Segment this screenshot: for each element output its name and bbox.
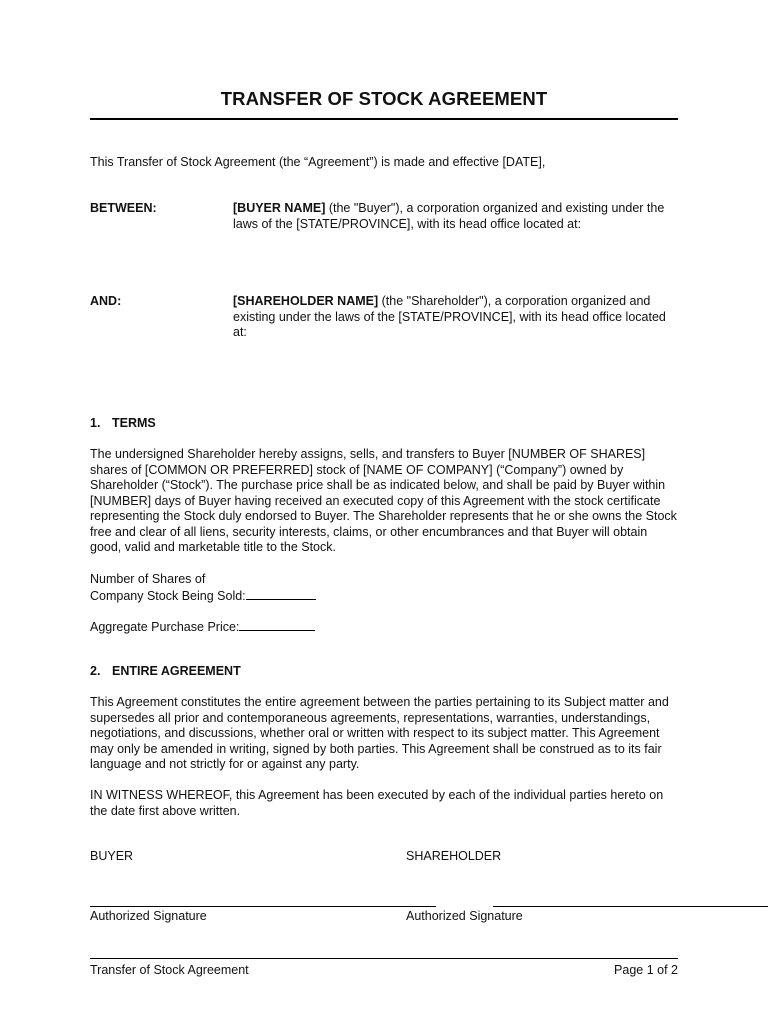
title-underline [90,118,678,120]
buyer-signature-line [90,906,436,907]
price-field [90,618,315,636]
buyer-authorized-signature: Authorized Signature [90,909,207,923]
buyer-description: (the "Buyer"), a corporation organized and existing under the laws of the [STATE/PROVINCE], with its head office located at: [233,201,665,231]
between-label: BETWEEN: [90,201,157,215]
price-blank-line [239,618,315,631]
footer-page-number: Page 1 of 2 [614,963,678,977]
shareholder-name: [SHAREHOLDER NAME] [233,294,379,308]
buyer-party-text [233,201,678,232]
footer-rule [90,958,678,959]
section-1-heading [90,416,156,432]
shares-field [90,587,316,605]
section-2-title: ENTIRE AGREEMENT [112,664,241,678]
intro-paragraph: This Transfer of Stock Agreement (the “Agreement”) is made and effective [DATE], [90,155,546,169]
and-label: AND: [90,294,122,308]
section-2-number: 2. [90,664,101,678]
section-2-heading [90,664,241,680]
witness-paragraph: IN WITNESS WHEREOF, this Agreement has been executed by each of the individual parties hereto on the date first above written. [90,788,664,818]
footer-document-name: Transfer of Stock Agreement [90,963,249,977]
buyer-name: [BUYER NAME] [233,201,326,215]
shares-label-line1: Number of Shares of [90,572,206,586]
shareholder-signature-label: SHAREHOLDER [406,849,502,863]
document-title: TRANSFER OF STOCK AGREEMENT [220,88,548,109]
section-1-title: TERMS [112,416,156,430]
price-label: Aggregate Purchase Price: [90,620,240,634]
section-1-number: 1. [90,416,101,430]
shareholder-description: (the "Shareholder"), a corporation organized and existing under the laws of the [STATE/PROVINCE], with its head office located at: [233,294,666,339]
shareholder-authorized-signature: Authorized Signature [406,909,523,923]
section-2-body: This Agreement constitutes the entire agreement between the parties pertaining to its Subject matter and supersedes all prior and contemporaneous agreements, representations, warranties, understandings, negotiations, and discussions, whether oral or written with respect to its subject matter. This Agreement may only be amended in writing, signed by both parties. This Agreement shall be construed as to its fair language and not strictly for or against any party. [90,695,669,771]
shares-label-line2: Company Stock Being Sold: [90,589,246,603]
section-1-body: The undersigned Shareholder hereby assigns, sells, and transfers to Buyer [NUMBER OF SHARES] shares of [COMMON OR PREFERRED] stock of [NAME OF COMPANY] (“Company”) owned by Shareholder (“Stock”). The purchase price shall be as indicated below, and shall be paid by Buyer within [NUMBER] days of Buyer having received an executed copy of this Agreement with the stock certificate representing the Stock duly endorsed to Buyer. The Shareholder represents that he or she owns the Stock free and clear of all liens, security interests, claims, or other encumbrances and that Buyer will obtain good, valid and marketable title to the Stock. [90,447,677,554]
shareholder-signature-line [493,906,768,907]
buyer-signature-label: BUYER [90,849,134,863]
shares-blank-line [246,587,316,600]
shareholder-party-text [233,294,678,341]
